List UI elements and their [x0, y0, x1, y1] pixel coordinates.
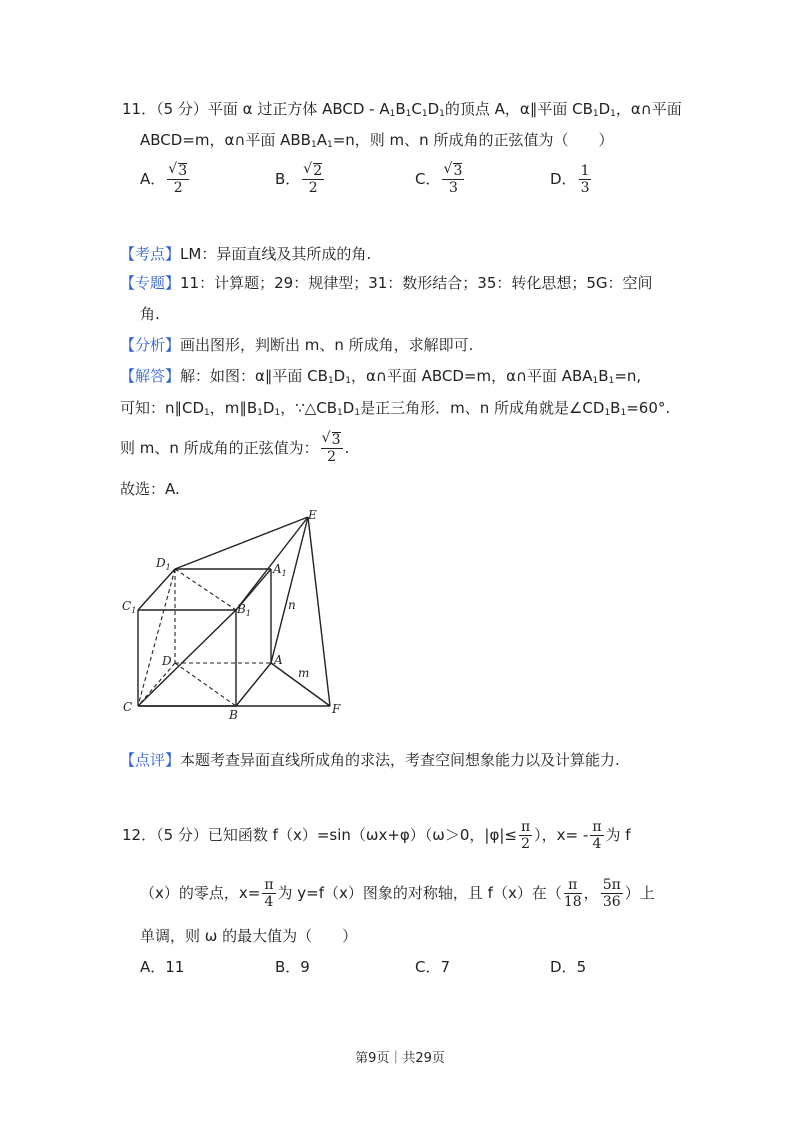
fenxi-tag: 【分析】 — [120, 336, 181, 354]
zhuanti-line: 【专题】11：计算题；29：规律型；31：数形结合；35：转化思想；5G：空间 — [120, 274, 653, 292]
q12-line2: （x）的零点，x= $\frac{\pi}{4}$ 为 y=f（x）图象的对称轴，且 f（x）在（ $\frac{\pi}{18}$ ， $\frac{5\pi}{36}$ ）上 — [140, 877, 655, 910]
label-c1: $C_1$ — [122, 599, 137, 615]
q11-option-a[interactable]: A． √ $\frac{3}{2}$ — [140, 163, 191, 196]
q12-option-d[interactable]: D．5 — [550, 958, 587, 976]
label-a1: $A_1$ — [273, 562, 287, 578]
q12-option-c[interactable]: C．7 — [415, 958, 451, 976]
q11-line2: ABCD=m，α∩平面 $ABB_1A_1=n$，则 m、n 所成角的正弦值为（ ） — [140, 131, 614, 150]
q11-option-d[interactable]: D． $\frac{1}{3}$ — [550, 163, 590, 196]
fenxi-line: 【分析】画出图形，判断出 m、n 所成角，求解即可. — [120, 336, 474, 354]
kaodian-line: 【考点】LM：异面直线及其所成的角. — [120, 245, 372, 263]
page-footer: 第9页｜共29页 — [355, 1051, 445, 1066]
dianping-line: 【点评】本题考查异面直线所成角的求法，考查空间想象能力以及计算能力. — [120, 751, 620, 769]
q12-option-b[interactable]: B．9 — [275, 958, 310, 976]
label-m: m — [298, 666, 310, 680]
label-n: n — [288, 598, 296, 612]
label-d1: $D_1$ — [156, 556, 171, 572]
label-a: A — [274, 653, 283, 667]
q12-line1: 12．（5 分）已知函数 f（x）=sin（ωx+φ）（ω＞0，|φ|≤ $\frac{\pi}{2}$ ），x= - $\frac{\pi}{4}$ 为 f — [122, 819, 631, 852]
label-d: D — [162, 654, 172, 668]
jieda-tag: 【解答】 — [120, 367, 181, 385]
q12-line3: 单调，则 ω 的最大值为（ ） — [140, 927, 358, 945]
label-b1: $B_1$ — [237, 602, 251, 618]
zhuanti-cont: 角. — [140, 305, 160, 323]
q11-option-c[interactable]: C． √ $\frac{3}{3}$ — [415, 163, 466, 196]
jieda-line2: 可知：$n\parallel CD_1$，$m\parallel B_1D_1$，$\because\triangle CB_1D_1$是正三角形．m、n 所成角就是$\angle CD_1B_1=60^\circ$. — [120, 399, 671, 418]
label-e: E — [308, 508, 317, 522]
jieda-line3: 则 m、n 所成角的正弦值为： √ $\frac{3}{2}$ . — [120, 428, 349, 468]
cube-figure — [118, 505, 358, 725]
dianping-tag: 【点评】 — [120, 751, 181, 769]
kaodian-tag: 【考点】 — [120, 245, 181, 263]
label-b: B — [229, 708, 238, 722]
q11-option-b[interactable]: B． √ $\frac{2}{2}$ — [275, 163, 326, 196]
label-c: C — [123, 700, 133, 714]
q12-option-a[interactable]: A．11 — [140, 958, 185, 976]
jieda-line: 【解答】解：如图：α∥平面 $CB_1D_1$，α∩平面 ABCD=m，α∩平面 $ABA_1B_1=n$, — [120, 367, 642, 386]
zhuanti-tag: 【专题】 — [120, 274, 181, 292]
label-f: F — [332, 702, 341, 716]
answer-line: 故选：A. — [120, 480, 180, 498]
q11-line1: 11．（5 分）平面 α 过正方体 ABCD - $A_1B_1C_1D_1$的顶点 A，α∥平面 $CB_1D_1$，α∩平面 — [122, 100, 682, 119]
